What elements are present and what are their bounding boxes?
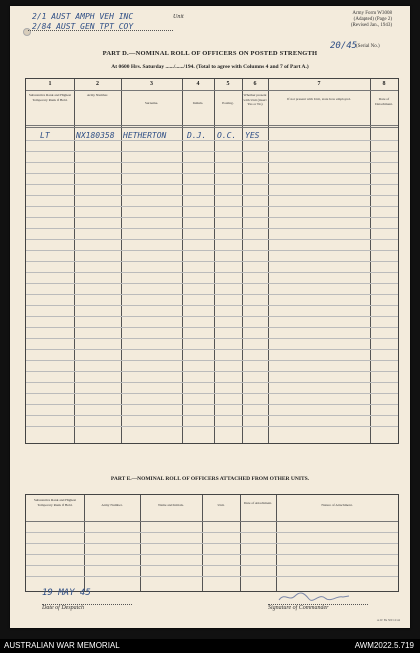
column-header-rank: Substantive Rank and Highest Temporary Rank if Held. <box>28 93 72 102</box>
accession-number: AWM2022.5.719 <box>354 641 414 650</box>
entry-army-number: NX180358 <box>76 131 115 140</box>
form-code-line-3: (Revised Jan., 1943) <box>350 23 392 28</box>
form-code-line-1: Army Form W3008 <box>352 11 392 16</box>
serial-number: 20/45 <box>330 41 358 51</box>
ruled-line <box>26 206 398 207</box>
ruled-line <box>26 338 398 339</box>
ruled-line <box>26 173 398 174</box>
column-header-surname: Surname. <box>144 101 159 105</box>
ruled-line <box>26 283 398 284</box>
ruled-line <box>26 360 398 361</box>
column-number: 2 <box>96 81 99 87</box>
ruled-line <box>26 543 398 544</box>
ruled-line <box>26 151 398 152</box>
row-divider <box>26 521 398 522</box>
ruled-line <box>26 305 398 306</box>
column-header-initials: Initials. <box>192 101 204 105</box>
ruled-line <box>26 294 398 295</box>
entry-initials: D.J. <box>187 131 207 140</box>
part-d-subtitle: At 0600 Hrs. Saturday ....../....../194. (Total to agree with Columns 4 and 7 of Part A.) <box>111 64 309 70</box>
ruled-line <box>26 554 398 555</box>
part-e-title: PART E.—NOMINAL ROLL OF OFFICERS ATTACHED FROM OTHER UNITS. <box>110 476 310 482</box>
ruled-line <box>26 261 398 262</box>
column-header-detachment-date: Date of Detachment. <box>375 97 393 106</box>
ruled-line <box>26 250 398 251</box>
column-header-rank: Substantive Rank and Highest Temporary Rank if Held. <box>33 498 77 507</box>
ruled-line <box>26 228 398 229</box>
unit-line-1: 2/1 AUST AMPH VEH INC <box>32 12 134 21</box>
institution-credit: AUSTRALIAN WAR MEMORIAL <box>4 641 120 650</box>
ruled-line <box>26 184 398 185</box>
ruled-line <box>26 162 398 163</box>
signature-label: Signature of Commander <box>268 604 368 611</box>
ruled-line <box>26 195 398 196</box>
unit-line-2: 2/84 AUST GEN TPT COY <box>32 22 134 31</box>
entry-posting: O.C. <box>217 131 237 140</box>
ruled-line <box>26 393 398 394</box>
credit-bar <box>0 639 420 653</box>
entry-rank: LT <box>40 131 50 140</box>
unit-label: Unit <box>173 14 184 20</box>
unit-underline <box>28 30 173 31</box>
ruled-line <box>26 565 398 566</box>
ruled-line <box>26 415 398 416</box>
ruled-line <box>26 576 398 577</box>
ruled-line <box>26 272 398 273</box>
ruled-line <box>26 532 398 533</box>
column-number: 7 <box>317 81 321 87</box>
ruled-line <box>26 382 398 383</box>
entry-surname: HETHERTON <box>123 131 167 140</box>
part-d-title: PART D.—NOMINAL ROLL OF OFFICERS ON POSTED STRENGTH <box>102 50 318 57</box>
ruled-line <box>26 239 398 240</box>
column-header-unit: Unit. <box>217 503 225 507</box>
despatch-date: 19 MAY 45 <box>42 588 91 598</box>
column-number: 3 <box>150 81 153 87</box>
column-number: 1 <box>48 81 52 87</box>
column-header-army-number: Army Number. <box>101 503 123 507</box>
ruled-line <box>26 404 398 405</box>
column-header-attachment-nature: Nature of Attachment. <box>321 503 353 507</box>
serial-label: (Serial No.) <box>356 44 380 49</box>
column-header-present: Whether present with Unit (insert Yes or No) <box>243 93 267 106</box>
column-header-army-number: Army Number. <box>86 93 109 97</box>
print-reference: A.W. Ba 500 12/44 <box>376 618 400 622</box>
form-code <box>351 11 392 29</box>
ruled-line <box>26 327 398 328</box>
column-number: 4 <box>196 81 200 87</box>
column-header-employment: If not present with Unit, state how employed. <box>287 97 351 101</box>
row-divider <box>26 125 398 126</box>
form-sheet <box>10 6 410 628</box>
ruled-line <box>26 349 398 350</box>
ruled-line <box>26 426 398 427</box>
row-divider <box>26 90 398 91</box>
ruled-line <box>26 217 398 218</box>
entry-present: YES <box>245 131 260 140</box>
column-number: 5 <box>226 81 230 87</box>
ruled-line <box>26 140 398 141</box>
part-e-table <box>25 494 399 592</box>
part-d-table <box>25 78 399 444</box>
row-divider <box>26 127 398 128</box>
column-number: 6 <box>253 81 257 87</box>
form-code-line-2: (Adapted) (Page 2) <box>353 17 392 22</box>
ruled-line <box>26 316 398 317</box>
ruled-line <box>26 371 398 372</box>
column-header-attachment-date: Date of Attachment. <box>243 501 273 505</box>
despatch-label: Date of Despatch <box>42 604 132 611</box>
column-number: 8 <box>382 81 386 87</box>
column-header-name-initials: Name and Initials. <box>158 503 184 507</box>
column-header-posting: Posting. <box>222 101 234 105</box>
